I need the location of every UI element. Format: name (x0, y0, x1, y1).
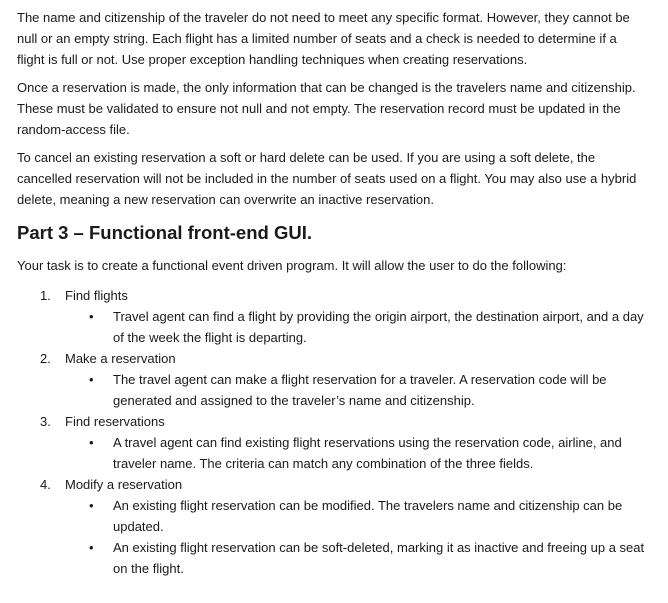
bullet-icon: • (89, 435, 94, 450)
task-item-modify-reservation (17, 474, 647, 579)
task-title: Find reservations (65, 414, 165, 429)
bullet-item (65, 369, 647, 411)
intro-text: Your task is to create a functional event driven program. It will allow the user to do the following: (17, 258, 567, 273)
paragraph-traveler-validation: The name and citizenship of the traveler do not need to meet any specific format. However, they cannot be null or an empty string. Each flight has a limited number of seats and a check is needed to determine if a flight is full or not. Use proper exception handling techniques when creating reservations. (17, 10, 630, 67)
bullet-icon: • (89, 309, 94, 324)
bullet-item (65, 306, 647, 348)
bullet-icon: • (89, 498, 94, 513)
paragraph-reservation-changes: Once a reservation is made, the only information that can be changed is the travelers name and citizenship. These must be validated to ensure not null and not empty. The reservation record must be updated in the random-access file. (17, 80, 636, 137)
task-item-find-reservations (17, 411, 647, 474)
task-title: Modify a reservation (65, 477, 183, 492)
task-number: 4. (40, 477, 51, 492)
bullet-item (65, 432, 647, 474)
bullet-icon: • (89, 372, 94, 387)
bullet-text: Travel agent can find a flight by providing the origin airport, the destination airport, and a day of the week the flight is departing. (113, 309, 644, 345)
task-bullets (65, 495, 647, 579)
paragraph-cancel-reservation: To cancel an existing reservation a soft or hard delete can be used. If you are using a soft delete, the cancelled reservation will not be included in the number of seats used on a flight. You may also use a hybrid delete, meaning a new reservation can overwrite an inactive reservation. (17, 150, 637, 207)
document-page (17, 7, 647, 579)
task-number: 2. (40, 351, 51, 366)
task-bullets (65, 306, 647, 348)
bullet-text: A travel agent can find existing flight reservations using the reservation code, airline, and traveler name. The criteria can match any combination of the three fields. (113, 435, 622, 471)
bullet-text: An existing flight reservation can be soft-deleted, marking it as inactive and freeing up a seat on the flight. (113, 540, 645, 576)
bullet-text: The travel agent can make a flight reservation for a traveler. A reservation code will be generated and assigned to the traveler’s name and citizenship. (113, 372, 607, 408)
bullet-item (65, 495, 647, 537)
task-item-find-flights (17, 285, 647, 348)
section-heading: Part 3 – Functional front-end GUI. (17, 222, 312, 243)
task-title: Find flights (65, 288, 128, 303)
task-bullets (65, 432, 647, 474)
task-list (17, 285, 647, 579)
task-number: 1. (40, 288, 51, 303)
task-item-make-reservation (17, 348, 647, 411)
bullet-item (65, 537, 647, 579)
bullet-icon: • (89, 540, 94, 555)
task-bullets (65, 369, 647, 411)
task-number: 3. (40, 414, 51, 429)
bullet-text: An existing flight reservation can be modified. The travelers name and citizenship can be updated. (113, 498, 623, 534)
task-title: Make a reservation (65, 351, 176, 366)
